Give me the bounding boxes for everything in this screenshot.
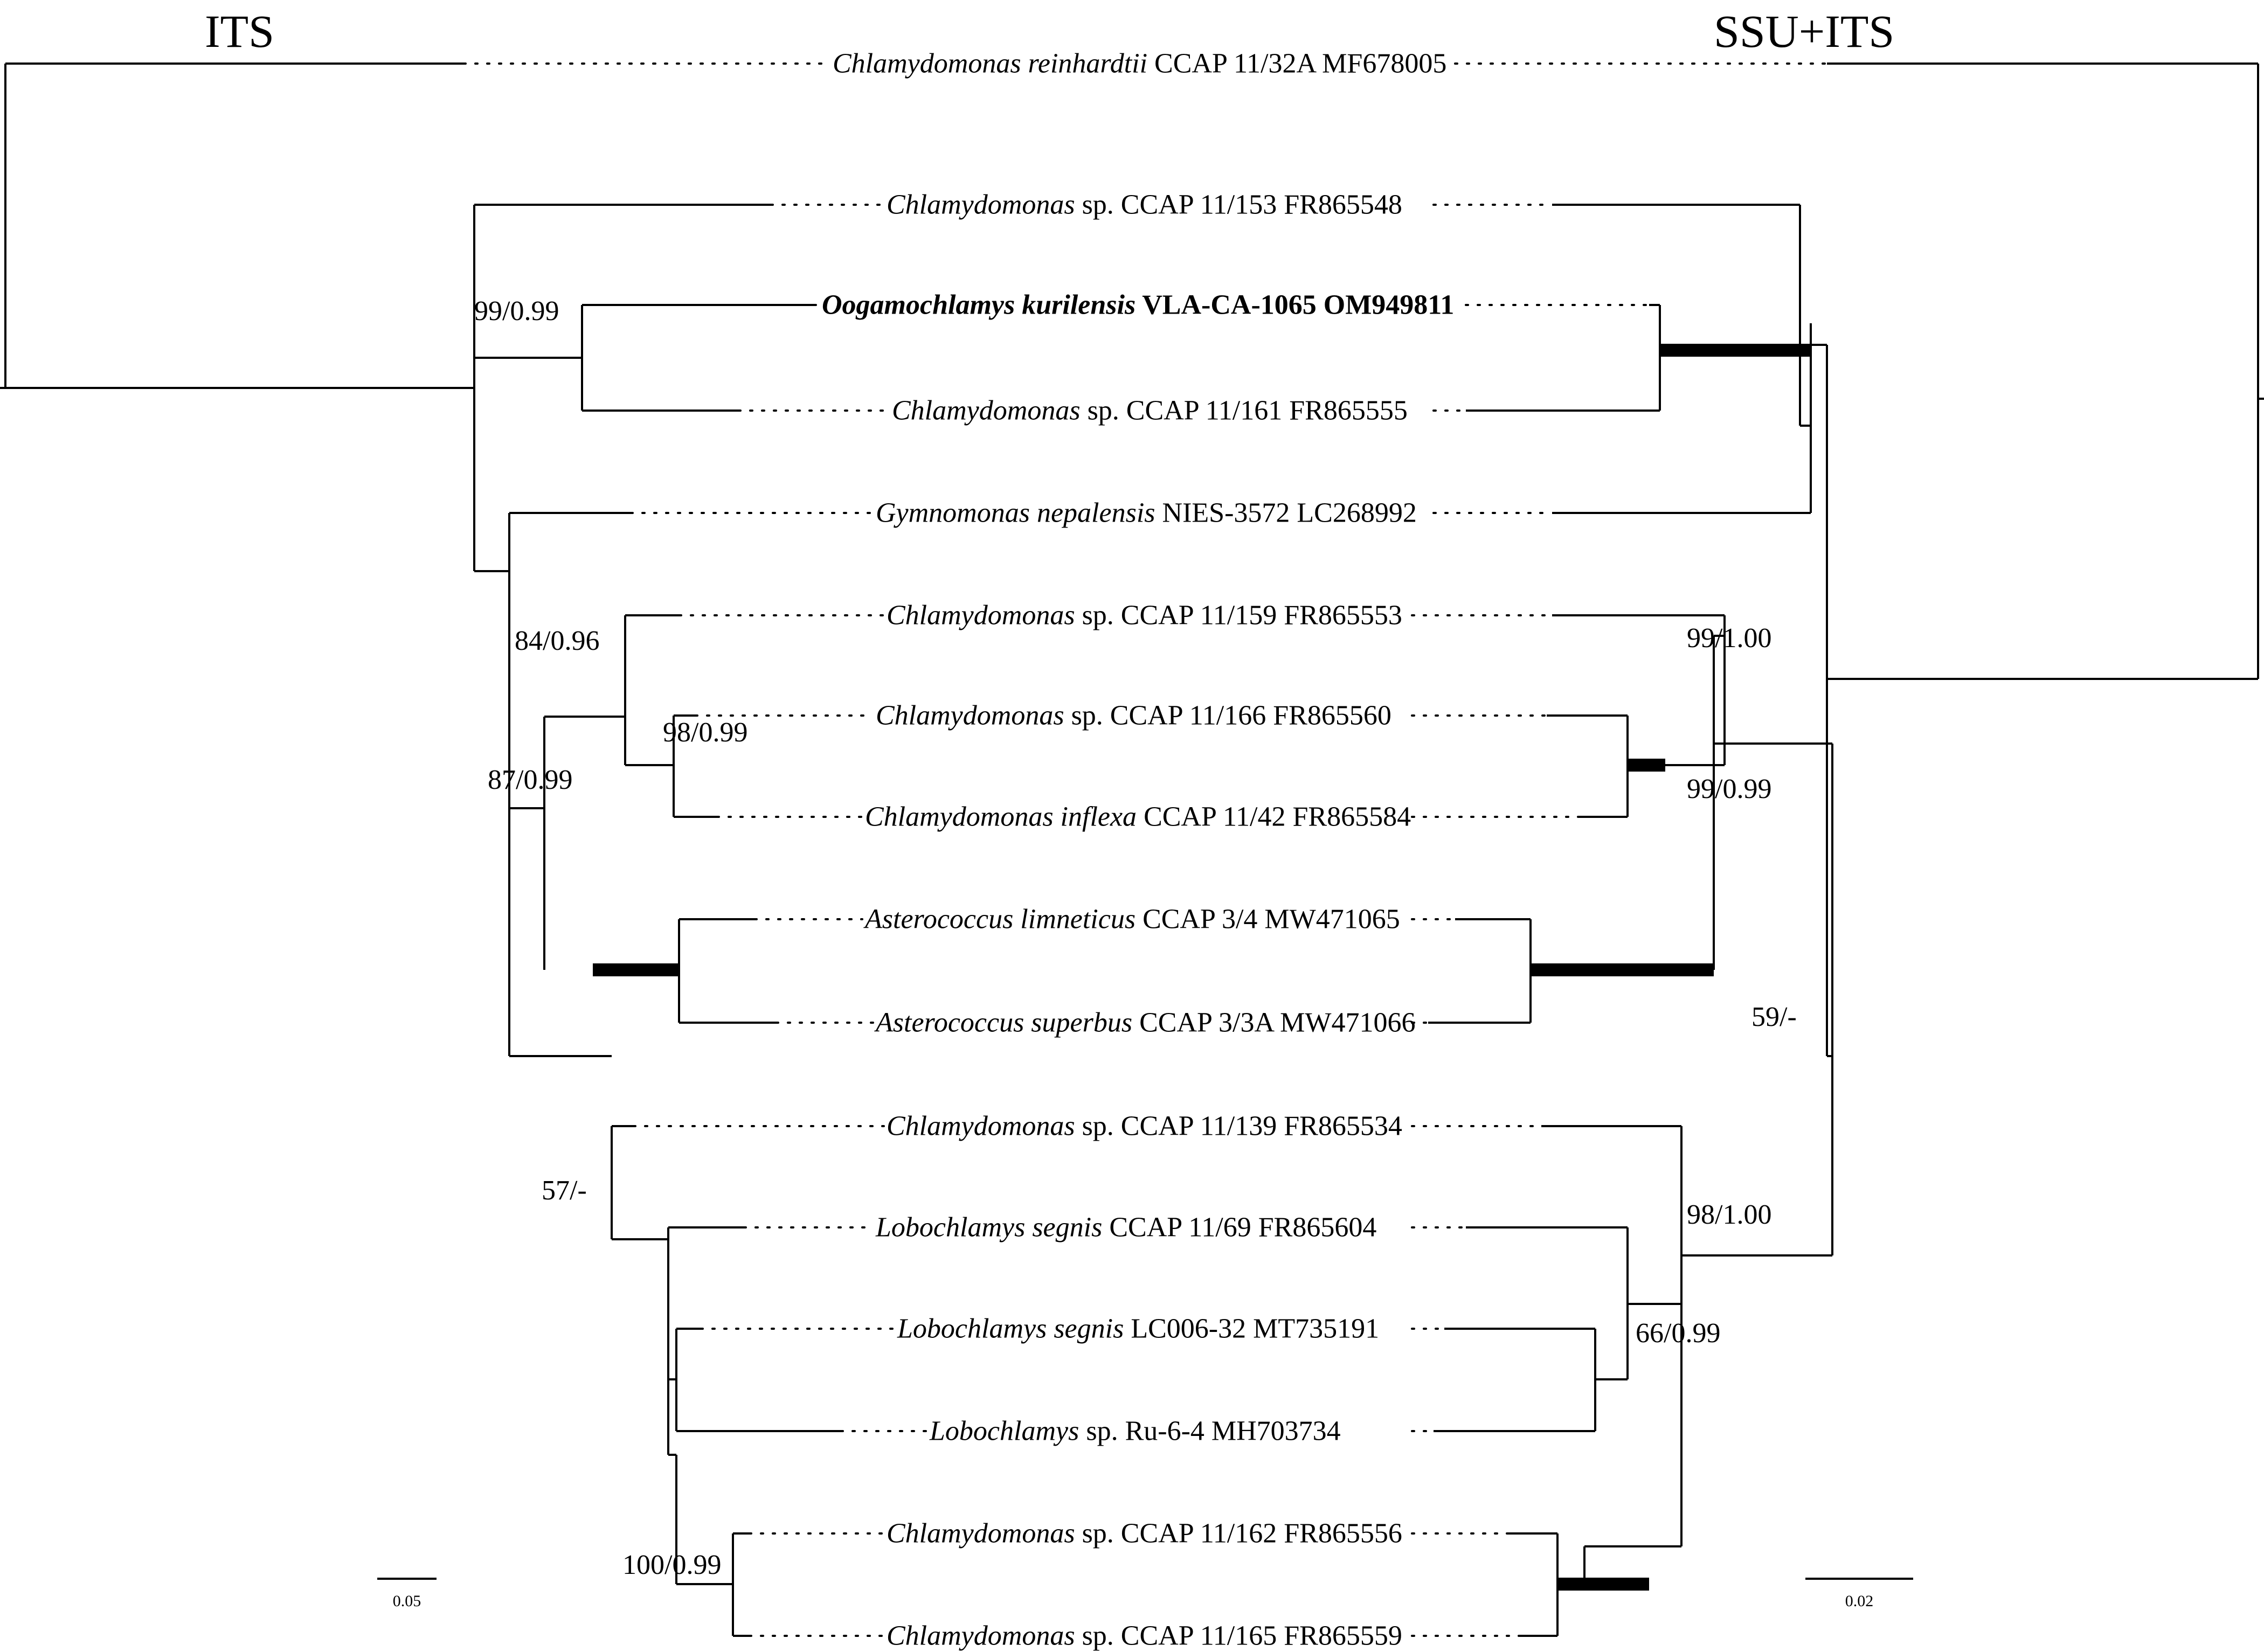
taxon-label	[887, 600, 1402, 631]
support-value: 59/-	[1751, 1002, 1797, 1032]
taxon-label	[897, 1313, 1379, 1345]
support-value: 98/0.99	[663, 717, 748, 748]
taxon-genus: Asterococcus limneticus	[865, 904, 1136, 935]
taxon-genus: Asterococcus superbus	[876, 1007, 1133, 1038]
taxon-strain: CCAP 11/42 FR865584	[1144, 801, 1411, 832]
taxon-genus: Chlamydomonas	[887, 1110, 1075, 1142]
left-panel-title: ITS	[205, 5, 274, 57]
taxon-genus: Chlamydomonas	[887, 1620, 1075, 1651]
taxon-label	[887, 1110, 1402, 1142]
taxon-label	[892, 395, 1408, 427]
scale-bar-label-right: 0.02	[1845, 1592, 1874, 1610]
taxon-label	[865, 801, 1411, 833]
taxon-genus: Chlamydomonas	[887, 600, 1075, 631]
taxon-genus: Lobochlamys segnis	[897, 1313, 1124, 1344]
taxon-genus: Lobochlamys	[930, 1415, 1079, 1447]
support-value: 99/1.00	[1687, 623, 1772, 654]
taxon-label	[865, 904, 1400, 935]
taxon-strain: sp. CCAP 11/159 FR865553	[1082, 600, 1402, 631]
taxon-label	[887, 1518, 1402, 1550]
taxon-genus: Gymnomonas nepalensis	[876, 497, 1155, 529]
taxon-label	[876, 1212, 1376, 1244]
taxon-strain: sp. CCAP 11/162 FR865556	[1082, 1518, 1402, 1549]
taxon-genus: Oogamochlamys kurilensis	[822, 289, 1136, 321]
taxon-label-highlighted	[822, 289, 1454, 321]
support-value: 99/0.99	[1687, 774, 1772, 804]
taxon-label	[930, 1415, 1341, 1447]
taxon-label	[876, 1007, 1415, 1039]
taxon-label	[876, 700, 1391, 732]
support-value: 100/0.99	[622, 1550, 722, 1580]
taxon-genus: Chlamydomonas inflexa	[865, 801, 1137, 832]
taxon-strain: sp. CCAP 11/161 FR865555	[1087, 395, 1408, 426]
support-value: 57/-	[542, 1175, 587, 1206]
support-value: 98/1.00	[1687, 1199, 1772, 1230]
support-value: 87/0.99	[488, 765, 573, 795]
taxon-genus: Chlamydomonas	[887, 1518, 1075, 1549]
scale-bar-label-left: 0.05	[392, 1592, 421, 1610]
support-value: 99/0.99	[474, 296, 559, 327]
taxon-genus: Chlamydomonas	[892, 395, 1081, 426]
taxon-genus: Chlamydomonas	[876, 700, 1064, 731]
taxon-label	[887, 1620, 1402, 1652]
taxon-strain: CCAP 3/4 MW471065	[1143, 904, 1400, 935]
taxon-strain: CCAP 3/3A MW471066	[1139, 1007, 1416, 1038]
taxon-strain: sp. Ru-6-4 MH703734	[1086, 1415, 1341, 1447]
taxon-genus: Chlamydomonas reinhardtii	[833, 48, 1148, 79]
taxon-strain: VLA-CA-1065 OM949811	[1142, 289, 1455, 321]
taxon-strain: LC006-32 MT735191	[1131, 1313, 1380, 1344]
taxon-strain: sp. CCAP 11/166 FR865560	[1071, 700, 1391, 731]
taxon-strain: CCAP 11/32A MF678005	[1154, 48, 1447, 79]
taxon-strain: CCAP 11/69 FR865604	[1109, 1212, 1377, 1243]
taxon-label	[876, 497, 1417, 529]
taxon-strain: sp. CCAP 11/139 FR865534	[1082, 1110, 1402, 1142]
taxon-strain: NIES-3572 LC268992	[1162, 497, 1417, 529]
support-value: 84/0.96	[515, 626, 600, 656]
right-panel-title: SSU+ITS	[1714, 5, 1895, 57]
taxon-label	[887, 189, 1402, 221]
taxon-label	[833, 48, 1446, 80]
taxon-genus: Chlamydomonas	[887, 189, 1075, 220]
support-value: 66/0.99	[1636, 1318, 1721, 1349]
taxon-strain: sp. CCAP 11/165 FR865559	[1082, 1620, 1402, 1651]
taxon-genus: Lobochlamys segnis	[876, 1212, 1103, 1243]
taxon-strain: sp. CCAP 11/153 FR865548	[1082, 189, 1402, 220]
